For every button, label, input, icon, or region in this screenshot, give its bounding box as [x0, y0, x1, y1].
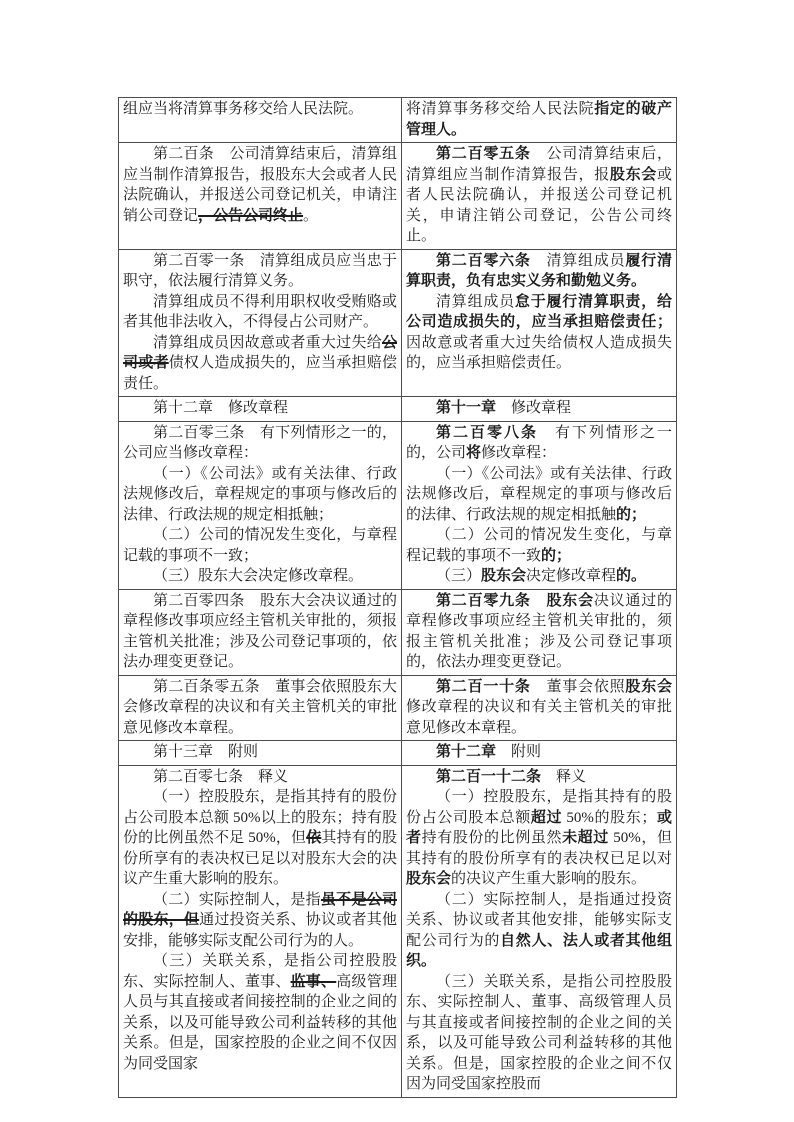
deleted-text: ，公告公司终止 [198, 207, 304, 224]
paragraph [406, 566, 672, 587]
changed-text: 第十一章 [436, 400, 497, 416]
changed-text: 第二百一十条 [436, 678, 531, 695]
paragraph [406, 423, 672, 464]
deleted-text: 监事、 [290, 973, 337, 990]
changed-text: 的； [541, 547, 572, 564]
old-law-cell [119, 589, 402, 675]
text-run: 公司清算结束后，清算组应当制作清算报告，报 [406, 146, 672, 183]
text-run: （二）公司的情况发生变化，与章程记载的事项不一致； [123, 527, 397, 564]
changed-text: 或者 [406, 809, 672, 846]
paragraph [406, 292, 672, 374]
changed-text: 第二百零八条 [436, 424, 538, 441]
new-law-cell [402, 589, 677, 675]
deleted-text: 虽不是公司的股东，但 [123, 891, 397, 928]
text-run: 第二百条 公司清算结束后，清算组应当制作清算报告，报股东大会或者人民法院确认，并报送公司登记机关，申请注销公司登记 [123, 146, 397, 224]
new-law-cell [402, 765, 677, 1097]
changed-text: 未超过 [562, 830, 609, 846]
table-row [119, 143, 677, 250]
text-run: 高级管理人员与其直接或者间接控制的企业之间的关系，以及可能导致公司利益转移的其他关系。但是，国家控股的企业之间不仅因为同受国家 [123, 973, 397, 1072]
text-run: 第二百零七条 释义 [153, 768, 289, 785]
text-run: 清算组成员不得利用职权收受贿赂或者其他非法收入，不得侵占公司财产。 [123, 293, 397, 330]
table-row [119, 249, 677, 397]
text-run: （一）《公司法》或有关法律、行政法规修改后，章程规定的事项与修改后的法律、行政法规的规定相抵触； [123, 465, 397, 523]
paragraph [406, 251, 672, 292]
paragraph [123, 292, 397, 333]
table-row [119, 675, 677, 741]
text-run: 第二百条零五条 董事会依照股东大会修改章程的决议和有关主管机关的审批意见修改本章程。 [123, 678, 397, 736]
old-law-cell [119, 249, 402, 397]
text-run: （三）关联关系，是指公司控股股东、实际控制人、董事、 [123, 953, 397, 990]
changed-text: 第二百零六条 [436, 252, 531, 269]
changed-text: 第十二章 [436, 744, 497, 760]
text-run: 董事会依照 [530, 678, 626, 695]
text-run: （二）公司的情况发生变化，与章程记载的事项不一致 [406, 527, 672, 564]
table-row [119, 397, 677, 422]
law-comparison-table [118, 97, 677, 1098]
text-run: 通过投资关系、协议或者其他安排，能够实际支配公司行为的人。 [123, 912, 397, 949]
text-run: 其持有的股份所享有的表决权已足以对股东大会的决议产生重大影响的股东。 [123, 830, 397, 887]
paragraph [123, 525, 397, 566]
text-run: 修改章程 [496, 400, 572, 416]
changed-text: 股东会 [481, 568, 527, 584]
paragraph [123, 677, 397, 739]
changed-text: 第二百一十二条 [436, 768, 542, 785]
paragraph [406, 677, 672, 739]
new-law-cell [402, 249, 677, 397]
text-run: 第二百零三条 有下列情形之一的，公司应当修改章程： [123, 424, 397, 461]
table-row [119, 98, 677, 143]
text-run: 清算组成员因故意或者重大过失给 [153, 334, 382, 351]
paragraph [123, 767, 397, 788]
paragraph [123, 251, 397, 292]
text-run: 或者人民法院确认，并报送公司登记机关，申请注销公司登记，公告公司终止。 [406, 166, 672, 244]
text-run: 决议通过的章程修改事项应经主管机关审批的，须报主管机关批准；涉及公司登记事项的，依法办理变更登记。 [406, 592, 672, 670]
paragraph [406, 591, 672, 673]
text-run: （一）控股股东，是指其持有的股份占公司股本总额 [406, 789, 672, 826]
text-run: 清算组成员 [436, 293, 515, 310]
paragraph [406, 99, 672, 140]
text-run: 决定修改章程 [526, 568, 617, 584]
changed-text: 的。 [616, 568, 647, 584]
paragraph [123, 787, 397, 890]
text-run: （一）控股股东，是指其持有的股份占公司股本总额 50%以上的股东；持有股份的比例虽然不足 50%，但 [123, 789, 397, 846]
paragraph [123, 99, 397, 120]
text-run: 清算组成员 [530, 252, 626, 269]
paragraph [406, 972, 672, 1095]
text-run: 。 [303, 207, 319, 224]
paragraph [123, 333, 397, 395]
text-run: 第二百零四条 股东大会决议通过的章程修改事项应经主管机关审批的，须报主管机关批准；涉及公司登记事项的，依法办理变更登记。 [123, 592, 397, 670]
old-law-cell [119, 98, 402, 143]
changed-text: 的； [616, 506, 647, 523]
table-row [119, 765, 677, 1097]
table-row [119, 589, 677, 675]
old-law-cell [119, 765, 402, 1097]
changed-text: 第二百零九条 [436, 592, 531, 609]
table-row [119, 421, 677, 589]
new-law-cell [402, 397, 677, 422]
text-run: 因故意或者重大过失给债权人造成损失的，应当承担赔偿责任。 [406, 334, 672, 371]
text-run: 持有股份的比例虽然 [421, 830, 563, 846]
text-run: （二）实际控制人，是指 [153, 891, 321, 908]
old-law-cell [119, 143, 402, 250]
text-run: 有下列情形之一的，公司 [406, 424, 672, 461]
changed-text: 股东会 [546, 592, 594, 609]
paragraph [406, 525, 672, 566]
paragraph [123, 398, 397, 419]
text-run: （三）关联关系，是指公司控股股东、实际控制人、董事、高级管理人员与其直接或者间接控制的企业之间的关系，以及可能导致公司利益转移的其他关系。但是，国家控股的企业之间不仅因为同受国家控股而 [406, 973, 672, 1092]
changed-text: 股东会 [609, 166, 657, 183]
paragraph [123, 890, 397, 952]
old-law-cell [119, 741, 402, 766]
deleted-text: 依 [306, 830, 322, 846]
table-body [119, 98, 677, 1098]
old-law-cell [119, 397, 402, 422]
text-run: 修改章程： [481, 445, 557, 461]
text-run: 第二百零一条 清算组成员应当忠于职守，依法履行清算义务。 [123, 252, 397, 289]
text-run: 第十二章 修改章程 [153, 400, 289, 416]
table-row [119, 741, 677, 766]
paragraph [406, 890, 672, 972]
text-run: 附则 [496, 744, 542, 760]
text-run: （三） [436, 568, 482, 584]
text-run: 修改章程的决议和有关主管机关的审批意见修改本章程。 [406, 699, 672, 736]
text-run: 组应当将清算事务移交给人民法院。 [123, 101, 364, 117]
paragraph [406, 464, 672, 526]
text-run: 50%，但其持有的股份所享有的表决权已足以对 [406, 830, 672, 867]
changed-text: 怠于履行清算职责，给公司造成损失的，应当承担赔偿责任； [406, 293, 672, 330]
paragraph [406, 398, 672, 419]
new-law-cell [402, 675, 677, 741]
paragraph [123, 423, 397, 464]
text-run: 释义 [541, 768, 587, 785]
new-law-cell [402, 143, 677, 250]
new-law-cell [402, 741, 677, 766]
document-sheet [118, 97, 677, 1098]
text-run: 债权人造成损失的，应当承担赔偿责任。 [123, 355, 397, 392]
paragraph [406, 144, 672, 247]
text-run: （三）股东大会决定修改章程。 [153, 568, 364, 584]
paragraph [406, 742, 672, 763]
changed-text: 指定的破产管理人。 [406, 101, 672, 138]
text-run: 50%的股东； [562, 809, 657, 826]
paragraph [123, 742, 397, 763]
new-law-cell [402, 98, 677, 143]
old-law-cell [119, 421, 402, 589]
paragraph [123, 951, 397, 1074]
changed-text: 第二百零五条 [436, 146, 531, 162]
changed-text: 履行清算职责，负有忠实义务和勤勉义务。 [406, 252, 672, 289]
text-run: （二）实际控制人，是指通过投资关系、协议或者其他安排，能够实际支配公司行为的 [406, 891, 672, 949]
changed-text: 股东会 [406, 871, 452, 887]
changed-text: 超过 [530, 809, 563, 826]
changed-text: 自然人、法人或者其他组织。 [406, 932, 672, 969]
paragraph [406, 787, 672, 890]
text-run: 第十三章 附则 [153, 744, 259, 760]
new-law-cell [402, 421, 677, 589]
old-law-cell [119, 675, 402, 741]
paragraph [406, 767, 672, 788]
text-run [531, 593, 547, 609]
paragraph [123, 144, 397, 226]
text-run: 将清算事务移交给人民法院 [406, 101, 595, 117]
text-run: （一）《公司法》或有关法律、行政法规修改后，章程规定的事项与修改后的法律、行政法规的规定相抵触 [406, 465, 672, 523]
paragraph [123, 464, 397, 526]
deleted-text: 公司或者 [123, 334, 397, 371]
paragraph [123, 591, 397, 673]
text-run: 的决议产生重大影响的股东。 [451, 871, 647, 887]
paragraph [123, 566, 397, 587]
changed-text: 将 [466, 445, 482, 461]
changed-text: 股东会 [625, 678, 672, 695]
